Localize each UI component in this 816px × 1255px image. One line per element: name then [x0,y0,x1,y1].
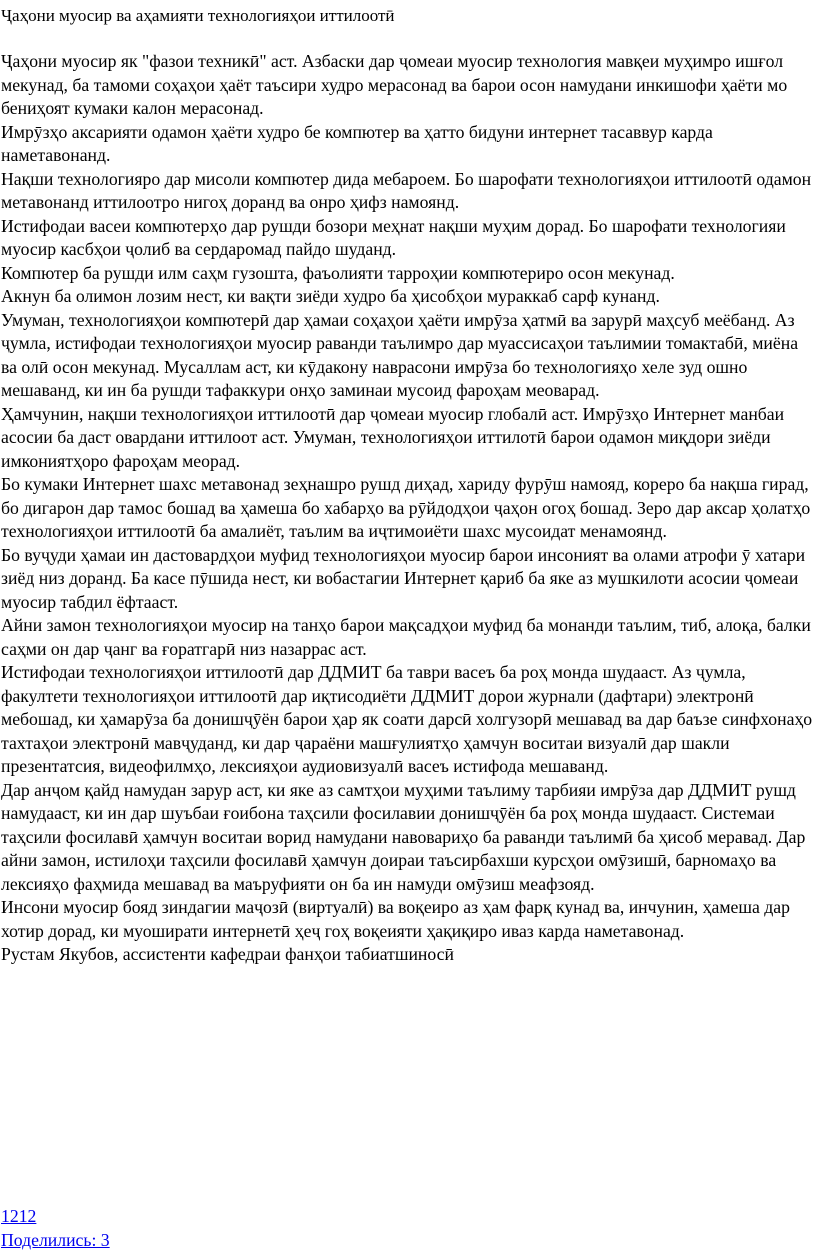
article-body [1,50,813,967]
paragraph: Ҷаҳони муосир як "фазои техникӣ" аст. Азбаски дар ҷомеаи муосир технология мавқеи муҳимро ишғол мекунад, ба тамоми соҳаҳои ҳаёт таъсири худро мерасонад ва барои осон намудани инкишофи ҳаёти мо бениҳоят кумаки калон мерасонад. [1,51,788,118]
paragraph: Акнун ба олимон лозим нест, ки вақти зиёди худро ба ҳисобҳои мураккаб сарф кунанд. [1,286,660,306]
paragraph: Истифодаи технологияҳои иттилоотӣ дар ДДМИТ ба таври васеъ ба роҳ монда шудааст. Аз ҷумла, факултети технологияҳои иттилоотӣ дар иқтисодиёти ДДМИТ дорои журнали (дафтари) электронӣ мебошад, ки ҳамарӯза ба донишҷӯён барои ҳар як соати дарсӣ холгузорӣ мешавад ва дар баъзе синфхонаҳо тахтаҳои электронӣ мавҷуданд, ки дар ҷараёни машғулиятҳо ҳамчун воситаи визуалӣ дар шакли презентатсия, видеофилмҳо, лексияҳои аудиовизуалӣ васеъ истифода мешаванд. [1,662,813,776]
paragraph: Истифодаи васеи компютерҳо дар рушди бозори меҳнат нақши муҳим дорад. Бо шарофати технологияи муосир касбҳои ҷолиб ва сердаромад пайдо шуданд. [1,215,786,259]
paragraph: Айни замон технологияҳои муосир на танҳо барои мақсадҳои муфид ба монанди таълим, тиб, алоқа, балки саҳми он дар ҷанг ва ғоратгарӣ низ назаррас аст. [1,615,811,659]
author-signature: Рустам Якубов, ассистенти кафедраи фанҳои табиатшиносӣ [1,944,454,964]
title-spacer [1,28,813,50]
page-title: Ҷаҳони муосир ва аҳамияти технологияҳои иттилоотӣ [1,6,395,25]
document-page [1,4,813,967]
paragraph: Бо вуҷуди ҳамаи ин дастовардҳои муфид технологияҳои муосир барои инсоният ва олами атрофи ӯ хатари зиёд низ доранд. Ба касе пӯшида нест, ки вобастагии Интернет қариб ба яке аз мушкилоти асосии ҷомеаи муосир табдил ёфтааст. [1,544,806,612]
paragraph: Ҳамчунин, нақши технологияҳои иттилоотӣ дар ҷомеаи муосир глобалӣ аст. Имрӯзҳо Интернет манбаи асосии ба даст овардани иттилоот аст. Умуман, технологияҳои иттилотӣ барои одамон миқдори зиёди имкониятҳоро фароҳам меорад. [1,403,785,471]
paragraph: Дар анҷом қайд намудан зарур аст, ки яке аз самтҳои муҳими таълиму тарбияи имрӯза дар ДДМИТ рушд намудааст, ки ин дар шуъбаи ғоибона таҳсили фосилавии донишҷӯён ба роҳ монда шудааст. Системаи таҳсили фосилавӣ ҳамчун воситаи ворид намудани навовариҳо ба раванди таълимӣ ба ҳисоб меравад. Дар айни замон, истилоҳи таҳсили фосилавӣ ҳамчун доираи таъсирбахши курсҳои омӯзишӣ, барномаҳо ва лексияҳо фаҳмида мешавад ва маъруфияти он ба ин намуди омӯзиш меафзояд. [1,779,806,894]
views-count-link[interactable]: 1212 [1,1206,37,1226]
paragraph: Имрӯзҳо аксарияти одамон ҳаёти худро бе компютер ва ҳатто бидуни интернет тасаввур карда наметавонанд. [1,121,713,165]
paragraph: Умуман, технологияҳои компютерӣ дар ҳамаи соҳаҳои ҳаёти имрӯза ҳатмӣ ва зарурӣ маҳсуб меёбанд. Аз ҷумла, истифодаи технологияҳои муосир раванди таълимро дар муассисаҳои таълимии томактабӣ, миёна ва олӣ осон мекунад. Мусаллам аст, ки кӯдакону наврасони имрӯза бо технологияҳо хеле зуд ошно мешаванд, ки ин ба рушди тафаккури онҳо заминаи мусоид фароҳам меоварад. [1,309,799,400]
paragraph: Инсони муосир бояд зиндагии маҷозӣ (виртуалӣ) ва воқеиро аз ҳам фарқ кунад ва, инчунин, ҳамеша дар хотир дорад, ки муоширати интернетӣ ҳеҷ гоҳ воқеияти ҳақиқиро иваз карда наметавонад. [1,897,790,941]
shares-link[interactable]: Поделились: 3 [1,1229,110,1250]
paragraph: Нақши технологияро дар мисоли компютер дида мебароем. Бо шарофати технологияҳои иттилоотӣ одамон метавонанд иттилоотро нигоҳ доранд ва онро ҳифз намоянд. [1,168,812,212]
paragraph: Компютер ба рушди илм саҳм гузошта, фаъолияти тарроҳии компютериро осон мекунад. [1,262,675,283]
paragraph: Бо кумаки Интернет шахс метавонад зеҳнашро рушд диҳад, хариду фурӯш намояд, кореро ба нақша гирад, бо дигарон дар тамос бошад ва ҳамеша бо хабарҳо ва рӯйдодҳои ҷаҳон огоҳ бошад. Зеро дар аксар ҳолатҳо технологияҳои иттилоотӣ ба амалиёт, таълим ва иҷтимоиёти шахс мусоидат менамоянд. [1,474,811,541]
page-footer [1,1205,110,1252]
